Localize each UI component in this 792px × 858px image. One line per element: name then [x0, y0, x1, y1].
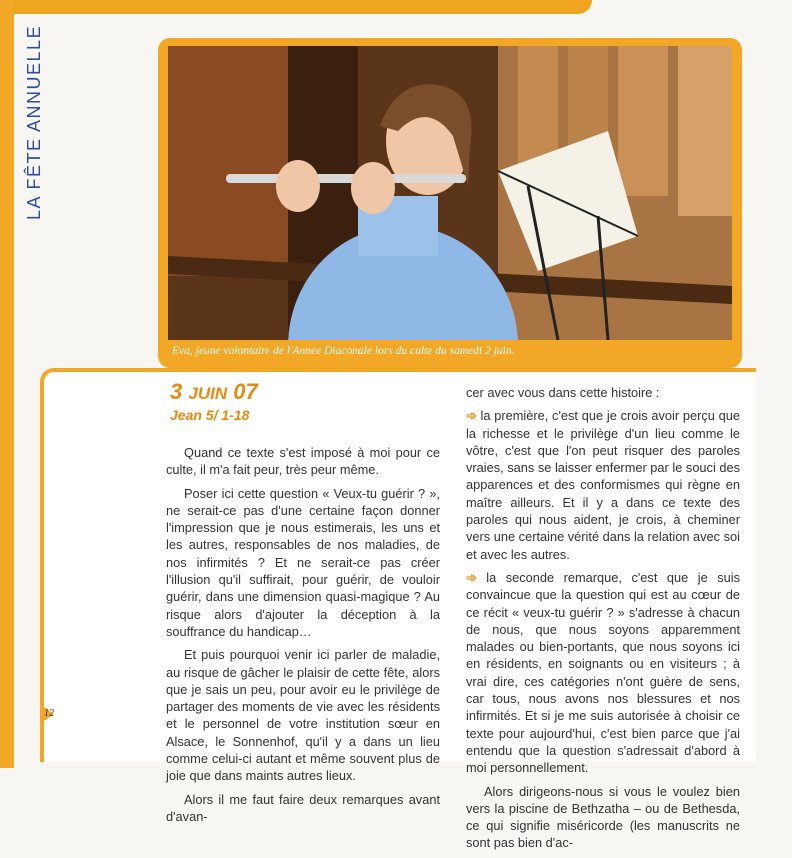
- left-column: [166, 444, 440, 831]
- side-orange-band: [0, 0, 14, 768]
- top-orange-band: [0, 0, 592, 14]
- second-remark-text: la seconde remarque, c'est que je suis convaincue que la question qui est au cœur de ce récit « veux-tu guérir ? » s'adresse à chacun de nous, que nous soyons apparemment malades ou bien-portants, que nous soyons ici en résidents, en soignants ou en visiteurs ; à vrai dire, ces catégories n'ont guère de sens, car tous, nous avons nos blessures et nos infirmités. Et si je me suis autorisée à choisir ce texte pour aujourd'hui, c'est bien parce que j'ai entendu que la question s'adressait d'abord à moi personnellement.: [466, 569, 740, 776]
- bullet-second-remark: [466, 569, 740, 777]
- flutist-illustration: [168, 46, 732, 340]
- paragraph-2: Poser ici cette question « Veux-tu guérir ? », ne serait-ce pas d'une certaine façon donner l'impression que je nous estimerais, les uns et les autres, responsables de nos maladies, de nos infirmités ? Et ne serait-ce pas créer l'illusion qu'il suffirait, pour guérir, de vouloir guérir, dans une dimension quasi-magique ? Au risque alors d'ajouter la déception à la souffrance du handicap…: [166, 485, 440, 639]
- page-number: 12: [44, 708, 54, 719]
- flutist-photo: [168, 46, 732, 340]
- paragraph-3: Et puis pourquoi venir ici parler de maladie, au risque de gâcher le plaisir de cette fête, alors que je sais un peu, pour avoir eu le privilège de partager des moments de vie avec les résidents et le personnel de votre institution sœur en Alsace, le Sonnenhof, qu'il y a dans un lieu comme celui-ci autant et même souvent plus de joie que dans maints autres lieux.: [166, 647, 440, 784]
- arrow-bullet-icon: ➾: [466, 569, 477, 585]
- paragraph-closing: Alors dirigeons-nous si vous le voulez bien vers la piscine de Bethzatha – ou de Bethesda, ce qui signifie miséricorde (les manuscrits ne sont pas bien d'ac-: [466, 783, 740, 851]
- date-month: JUIN: [188, 384, 228, 403]
- bible-reference: Jean 5/ 1-18: [170, 407, 250, 423]
- first-remark-text: la première, c'est que je crois avoir perçu que la richesse et le privilège d'un lieu comme le vôtre, c'est que l'on peut risquer des paroles vraies, sans se laisser enfermer par le souci des apparences et des conformismes qui règne en maître ailleurs. Et il y a dans ce texte des paroles qui nous aident, je crois, à cheminer vers une certaine vérité dans la relation avec soi et avec les autres.: [466, 408, 741, 562]
- date-year: 07: [233, 379, 258, 404]
- paragraph-continued: cer avec vous dans cette histoire :: [466, 385, 660, 400]
- article-date: [170, 378, 258, 408]
- section-title: LA FÊTE ANNUELLE: [24, 24, 44, 220]
- bullet-first-remark: [466, 407, 740, 563]
- right-column: [466, 384, 740, 858]
- paragraph-1: Quand ce texte s'est imposé à moi pour ce culte, il m'a fait peur, très peur même.: [166, 445, 440, 478]
- date-day: 3: [170, 379, 183, 404]
- arrow-bullet-icon: ➾: [466, 408, 477, 424]
- paragraph-4: Alors il me faut faire deux remarques avant d'avan-: [166, 791, 440, 824]
- photo-frame: [158, 38, 742, 368]
- photo-caption: Eva, jeune volontaire de l'Année Diaconale lors du culte du samedi 2 juin.: [172, 345, 515, 357]
